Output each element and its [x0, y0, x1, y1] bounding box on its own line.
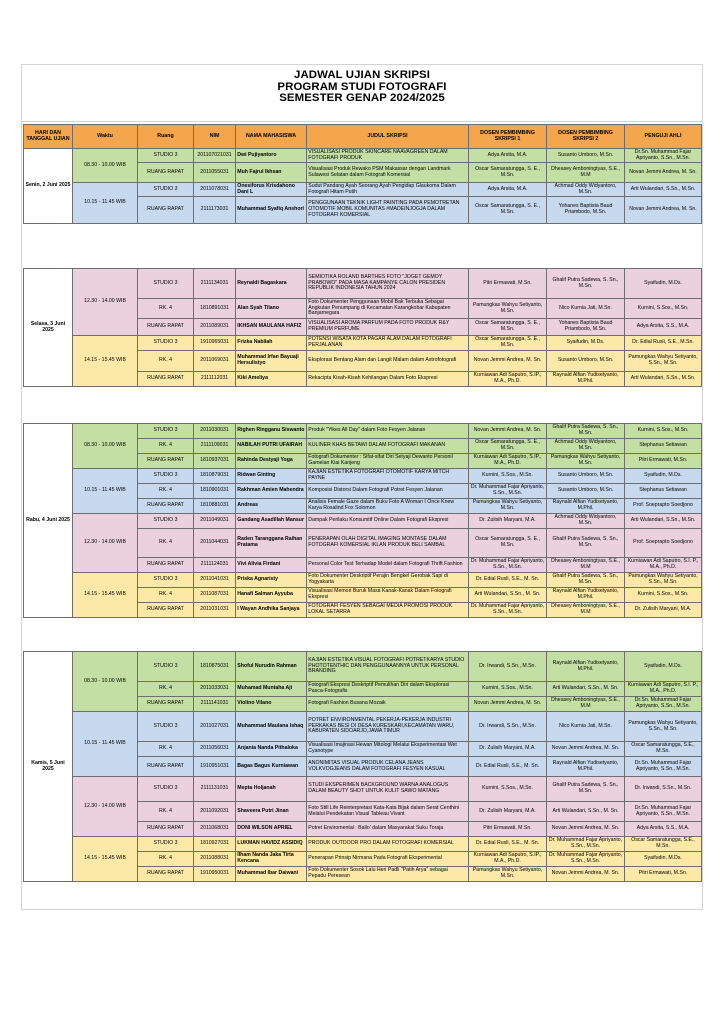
supervisor-1-cell: Dr. Muhammad Fajar Apriyanto, S.Sn., M.Sn.	[469, 484, 547, 499]
student-name-cell: Gandang Asadillah Mansur	[236, 514, 307, 529]
room-cell: RUANG RAPAT	[138, 499, 194, 514]
examiner-cell: Prof. Soeprapto Soedjono	[625, 529, 702, 558]
thesis-title-cell: PENGGUNAAN TEKNIK LIGHT PAINTING PADA PEMOTRETAN OTOMOTIF MOBIL KOMUNITAS #MADEINJOGJA DALAM FOTOGRAFI KOMERSIAL	[307, 197, 469, 224]
nim-cell: 2111141031	[194, 697, 236, 712]
supervisor-1-cell: Novan Jemmi Andrea, M. Sn.	[469, 351, 547, 372]
nim-cell: 2011044031	[194, 529, 236, 558]
column-header: DOSEN PEMBIMBING SKRIPSI 2	[547, 125, 625, 149]
thesis-title-cell: KAJIAN ESTETIKA VISUAL FOTOGRAFI POTRETKARYA STUDIO PHOTOTENTHIC DAN PENGGUNAANNYA UNTUK PERSONAL BRANDING	[307, 652, 469, 682]
supervisor-1-cell: Oscar Samaratungga, S. E., M.Sn.	[469, 336, 547, 351]
supervisor-1-cell: Adya Arsita, M.A.	[469, 149, 547, 163]
supervisor-2-cell: Novan Jemmi Andrea, M. Sn.	[547, 867, 625, 882]
supervisor-1-cell: Pamungkas Wahyu Setiyanto, M.Sn.	[469, 867, 547, 882]
student-name-cell: Shoful Nurudin Rahman	[236, 652, 307, 682]
time-cell: 10.15 - 11.45 WIB	[73, 712, 138, 777]
thesis-title-cell: Potret Enviromental : Ballo' dalam Masyarakat Suku Toraja	[307, 822, 469, 837]
supervisor-2-cell: Arti Wulandari, S.Sn., M. Sn.	[547, 682, 625, 697]
supervisor-2-cell: Novan Jemmi Andrea, M. Sn.	[547, 822, 625, 837]
room-cell: RK. 4	[138, 588, 194, 603]
student-name-cell: Righen Ringganu Siswanto	[236, 424, 307, 439]
examiner-cell: Arti Wulandari, S.Sn., M.Sn.	[625, 183, 702, 197]
supervisor-2-cell: Susanto Umboro, M.Sn.	[547, 351, 625, 372]
nim-cell: 2011089031	[194, 319, 236, 336]
supervisor-1-cell: Dr. Muhammad Fajar Apriyanto, S.Sn., M.Sn.	[469, 558, 547, 573]
nim-cell: 2011033031	[194, 682, 236, 697]
thesis-title-cell: Fotografi Dokumenter : Sifat-sifat Diri Setyaji Dewanto Personil Gamelan Kiai Kanjeng	[307, 454, 469, 469]
student-name-cell: Muhammad Maulana Ishaq	[236, 712, 307, 742]
nim-cell: 2011069031	[194, 351, 236, 372]
column-header: PENGUJI AHLI	[625, 125, 702, 149]
room-cell: RK. 4	[138, 351, 194, 372]
nim-cell: 2111112031	[194, 372, 236, 387]
nim-cell: 2011092031	[194, 802, 236, 822]
thesis-title-cell: Visualisasi Memori Buruk Masa Kanak-Kanak Dalam Fotografi Ekspresi	[307, 588, 469, 603]
thesis-title-cell: Foto Dokumenter Sosok Lalu Heri Padli "Patih Arya" sebagai Pepadu Peresean	[307, 867, 469, 882]
day-table	[23, 124, 702, 224]
thesis-title-cell: Visualisasi Imajinasi Hewan Mitologi Melalui Eksperimentasi Wet Cyanotype	[307, 742, 469, 757]
student-name-cell: DONI WILSON APRIEL	[236, 822, 307, 837]
time-cell: 08.30 - 10.00 WIB	[73, 149, 138, 183]
examiner-cell: Dr.Sn. Muhammad Fajar Apriyanto, S.Sn., M.Sn.	[625, 757, 702, 777]
day-cell: Kamis, 5 Juni 2025	[24, 652, 73, 882]
nim-cell: 201107021031	[194, 149, 236, 163]
day-table	[23, 651, 702, 882]
supervisor-2-cell: Syaifudin, M.Ds.	[547, 336, 625, 351]
nim-cell: 1810901031	[194, 484, 236, 499]
supervisor-2-cell: Ghalif Putra Sadewa, S. Sn., M.Sn.	[547, 573, 625, 588]
examiner-cell: Dr.Sn. Muhammad Fajar Apriyanto, S.Sn., M.Sn.	[625, 802, 702, 822]
supervisor-2-cell: Achmad Oddy Widyantoro, M.Sn.	[547, 439, 625, 454]
thesis-title-cell: STUDI EKSPERIMEN BACKGROUND WARNA ANALOGUS DALAM BEAUTY SHOT UNTUK KULIT SAWO MATANG	[307, 777, 469, 802]
room-cell: RUANG RAPAT	[138, 197, 194, 224]
examiner-cell: Novan Jemmi Andrea, M. Sn.	[625, 163, 702, 183]
room-cell: RUANG RAPAT	[138, 603, 194, 618]
supervisor-1-cell: Dr. Edial Rusli, S.E., M. Sn.	[469, 757, 547, 777]
room-cell: RUANG RAPAT	[138, 372, 194, 387]
student-name-cell: Muhammad Syafiq Anshori	[236, 197, 307, 224]
time-cell: 08.30 - 10.00 WIB	[73, 424, 138, 469]
table-row	[24, 837, 702, 852]
room-cell: RUANG RAPAT	[138, 867, 194, 882]
supervisor-2-cell: Achmad Oddy Widyantoro, M.Sn.	[547, 183, 625, 197]
room-cell: STUDIO 3	[138, 269, 194, 299]
thesis-title-cell: Sudut Pandang Ayah Seorang Ayah Pengidap Glaukoma Dalam Fotografi Hitam Putih	[307, 183, 469, 197]
thesis-title-cell: Produk "Yikes All Day" dalam Foto Fesyen Jalanan	[307, 424, 469, 439]
nim-cell: 2011068031	[194, 822, 236, 837]
thesis-title-cell: Foto Still Life Reinterpretasi Kata-Kata Bijak dalam Serat Centhini Melalui Pendekatan Visual Tableau Vivant	[307, 802, 469, 822]
nim-cell: 2111124031	[194, 558, 236, 573]
nim-cell: 2111109031	[194, 439, 236, 454]
supervisor-1-cell: Kurnini, S.Sos., M.Sn.	[469, 469, 547, 484]
student-name-cell: Ridwan Ginting	[236, 469, 307, 484]
thesis-title-cell: POTRET ENVIRONMENTAL PEKERJA-PEKERJA INDUSTRI PERKAKAS BESI DI DESA KURESKARI,KECAMATAN WARU, KABUPATEN SIDOARJO,JAWA TIMUR	[307, 712, 469, 742]
time-cell: 10.15 - 11.45 WIB	[73, 469, 138, 514]
student-name-cell: Dwi Pujiyantoro	[236, 149, 307, 163]
thesis-title-cell: KAJIAN ESTETIKA FOTOGRAFI OTOMOTIF KARYA MITCH PAYNE	[307, 469, 469, 484]
room-cell: RUANG RAPAT	[138, 558, 194, 573]
examiner-cell: Kurniawan Adi Saputro, S.I. P., M.A., Ph.D.	[625, 558, 702, 573]
supervisor-1-cell: Oscar Samaratungga, S. E., M.Sn.	[469, 439, 547, 454]
room-cell: STUDIO 3	[138, 183, 194, 197]
header-row	[24, 125, 702, 149]
time-cell: 12.30 - 14.00 WIB	[73, 777, 138, 837]
examiner-cell: Novan Jemmi Andrea, M. Sn.	[625, 197, 702, 224]
supervisor-1-cell: Pitri Ermawati, M.Sn.	[469, 822, 547, 837]
supervisor-2-cell: Nico Kurnia Jati, M.Sn.	[547, 299, 625, 319]
day-cell: Senin, 2 Juni 2025	[24, 149, 73, 224]
student-name-cell: I Wayan Andhika Sanjaya	[236, 603, 307, 618]
column-header: Waktu	[73, 125, 138, 149]
nim-cell: 2011055031	[194, 163, 236, 183]
examiner-cell: Syaifudin, M.Ds.	[625, 652, 702, 682]
title-line-1: JADWAL UJIAN SKRIPSI	[294, 69, 430, 81]
examiner-cell: Kurniawan Adi Saputro, S.I. P., M.A., Ph.D.	[625, 682, 702, 697]
supervisor-2-cell: Yohanes Baptista Baud Priambodo, M.Sn.	[547, 319, 625, 336]
supervisor-2-cell: Raynald Alfian Yudisetyanto, M.Phil.	[547, 757, 625, 777]
nim-cell: 1810879031	[194, 469, 236, 484]
student-name-cell: Rakhman Amien Mahendra	[236, 484, 307, 499]
column-header: NIM	[194, 125, 236, 149]
room-cell: RK. 4	[138, 529, 194, 558]
time-cell: 14.15 - 15.45 WIB	[73, 573, 138, 618]
examiner-cell: Stephanus Setiawan	[625, 484, 702, 499]
supervisor-1-cell: Kurniawan Adi Saputro, S.IP., M.A., Ph.D.	[469, 852, 547, 867]
nim-cell: 2011049031	[194, 514, 236, 529]
supervisor-1-cell: Dr. Edial Rusli, S.E., M. Sn.	[469, 573, 547, 588]
supervisor-2-cell: Pamungkas Wahyu Setiyanto, M.Sn.	[547, 454, 625, 469]
nim-cell: 1810875031	[194, 652, 236, 682]
thesis-title-cell: ANONIMITAS VISUAL PRODUK CELANA JEANS VOLKVOGJEANS DALAM FOTOGRAFI FESYEN KASUAL	[307, 757, 469, 777]
supervisor-1-cell: Pamungkas Wahyu Setiyanto, M.Sn.	[469, 499, 547, 514]
student-name-cell: Mepta Holjanah	[236, 777, 307, 802]
thesis-title-cell: VISUALISASI PRODUK SKINCARE NAAVAGREEN DALAM FOTOGRAFI PRODUK	[307, 149, 469, 163]
thesis-title-cell: PRODUK OUTDOOR PRO DALAM FOTOGRAFI KOMERSIAL	[307, 837, 469, 852]
nim-cell: 2011041031	[194, 573, 236, 588]
student-name-cell: Vivi Alivia Firdani	[236, 558, 307, 573]
student-name-cell: Muhamad Muntaha Aji	[236, 682, 307, 697]
student-name-cell: Onesiforus Krisdahono Dani L	[236, 183, 307, 197]
supervisor-2-cell: Ghalif Putra Sadewa, S. Sn., M.Sn.	[547, 424, 625, 439]
examiner-cell: Dr.Sn. Muhammad Fajar Apriyanto, S.Sn., M.Sn.	[625, 697, 702, 712]
table-row	[24, 514, 702, 529]
thesis-title-cell: Personal Color Test Terhadap Model dalam Fotografi Thrift Fashion	[307, 558, 469, 573]
room-cell: STUDIO 3	[138, 514, 194, 529]
thesis-title-cell: Penerapan Prinsip Nirmana Pada Fotografi Eksperimental	[307, 852, 469, 867]
student-name-cell: Violino Vilano	[236, 697, 307, 712]
nim-cell: 1810937031	[194, 454, 236, 469]
examiner-cell: Dr.Sn. Muhammad Fajar Apriyanto, S.Sn., M.Sn.	[625, 149, 702, 163]
room-cell: RUANG RAPAT	[138, 163, 194, 183]
nim-cell: 1910950031	[194, 867, 236, 882]
nim-cell: 2111173031	[194, 197, 236, 224]
examiner-cell: Arti Wulandari, S.Sn., M.Sn.	[625, 372, 702, 387]
title-line-3: SEMESTER GENAP 2024/2025	[279, 92, 445, 105]
thesis-title-cell: Fotografi Ekspresi Deskriptif Pemulihan Diri dalam Eksplorasi Pasca-Fotografis	[307, 682, 469, 697]
room-cell: RK. 4	[138, 484, 194, 499]
nim-cell: 1810891031	[194, 299, 236, 319]
student-name-cell: Reynaldi Bagaskara	[236, 269, 307, 299]
room-cell: STUDIO 3	[138, 336, 194, 351]
examiner-cell: Adya Arsita, S.S., M.A.	[625, 822, 702, 837]
room-cell: STUDIO 3	[138, 712, 194, 742]
supervisor-2-cell: Dheasey Amboningtyas, S.E., M.M	[547, 163, 625, 183]
supervisor-2-cell: Susanto Umboro, M.Sn.	[547, 469, 625, 484]
table-row	[24, 336, 702, 351]
nim-cell: 2011087031	[194, 588, 236, 603]
examiner-cell: Pitri Ermawati, M.Sn.	[625, 454, 702, 469]
student-name-cell: Priska Agnaristy	[236, 573, 307, 588]
examiner-cell: Kurnini, S.Sos., M.Sn.	[625, 299, 702, 319]
examiner-cell: Oscar Samaratungga, S.E., M.Sn.	[625, 837, 702, 852]
examiner-cell: Dr. Edial Rusli, S.E., M.Sn.	[625, 336, 702, 351]
student-name-cell: Raden Taranggana Raihan Pratama	[236, 529, 307, 558]
table-row	[24, 149, 702, 163]
thesis-title-cell: Fotografi Fashion Busana Mozaik	[307, 697, 469, 712]
supervisor-1-cell: Dr. Zulisih Maryani, M.A.	[469, 514, 547, 529]
room-cell: RK. 4	[138, 802, 194, 822]
supervisor-1-cell: Dr. Irwandi, S.Sn., M.Sn.	[469, 652, 547, 682]
supervisor-2-cell: Arti Wulandari, S.Sn., M. Sn.	[547, 802, 625, 822]
nim-cell: 2011030031	[194, 424, 236, 439]
nim-cell: 1910951031	[194, 757, 236, 777]
supervisor-2-cell: Dheasey Amboningtyas, S.E., M.M	[547, 558, 625, 573]
nim-cell: 1810927031	[194, 837, 236, 852]
supervisor-2-cell: Achmad Oddy Widyantoro, M.Sn.	[547, 514, 625, 529]
room-cell: STUDIO 3	[138, 777, 194, 802]
examiner-cell: Syaifudin, M.Ds.	[625, 852, 702, 867]
thesis-title-cell: FOTOGRAFI FESYEN SEBAGAI MEDIA PROMOSI PRODUK LOKAL SETARRA	[307, 603, 469, 618]
nim-cell: 2011088031	[194, 852, 236, 867]
supervisor-1-cell: Novan Jemmi Andrea, M. Sn.	[469, 424, 547, 439]
student-name-cell: IKHSAN MAULANA HAFIZ	[236, 319, 307, 336]
supervisor-2-cell: Dheasey Amboningtyas, S.E., M.M	[547, 603, 625, 618]
student-name-cell: Muh Fajrul Ikhsan	[236, 163, 307, 183]
time-cell: 08.30 - 10.00 WIB	[73, 652, 138, 712]
room-cell: RUANG RAPAT	[138, 454, 194, 469]
supervisor-2-cell: Dheasey Amboningtyas, S.E., M.M	[547, 697, 625, 712]
nim-cell: 2011078031	[194, 183, 236, 197]
supervisor-1-cell: Pamungkas Wahyu Setiyanto, M.Sn.	[469, 299, 547, 319]
room-cell: RK. 4	[138, 439, 194, 454]
student-name-cell: Shaveera Putri Jinan	[236, 802, 307, 822]
nim-cell: 2011031031	[194, 603, 236, 618]
day-table	[23, 423, 702, 618]
nim-cell: 2011056031	[194, 742, 236, 757]
examiner-cell: Pamungkas Wahyu Setiyanto, S.Sn., M.Sn.	[625, 351, 702, 372]
examiner-cell: Syaifudin, M.Ds.	[625, 469, 702, 484]
supervisor-2-cell: Raynald Alfian Yudisetyanto, M.Phil.	[547, 372, 625, 387]
column-header: DOSEN PEMBIMBING SKRIPSI 1	[469, 125, 547, 149]
day-cell: Selasa, 3 Juni 2025	[24, 269, 73, 387]
supervisor-2-cell: Susanto Umboro, M.Sn.	[547, 149, 625, 163]
day-cell: Rabu, 4 Juni 2025	[24, 424, 73, 618]
thesis-title-cell: Foto Dokumenter Deskriptif Perajin Bengkel Gerobak Sapi di Yogyakarta	[307, 573, 469, 588]
student-name-cell: Ilham Nanda Jaka Tirta Kencana	[236, 852, 307, 867]
supervisor-1-cell: Dr. Zulisih Maryani, M.A.	[469, 742, 547, 757]
supervisor-2-cell: Novan Jemmi Andrea, M. Sn.	[547, 742, 625, 757]
room-cell: RK. 4	[138, 742, 194, 757]
examiner-cell: Prof. Soeprapto Soedjono	[625, 499, 702, 514]
student-name-cell: LUKMAN HAVIDZ ASSIDIQ	[236, 837, 307, 852]
supervisor-1-cell: Adya Arsita, M.A.	[469, 183, 547, 197]
title-line-2: PROGRAM STUDI FOTOGRAFI	[277, 80, 447, 93]
thesis-title-cell: VISUALISASI AROMA PARFUM PADA FOTO PRODUK R&Y PREMIUM PERFUME	[307, 319, 469, 336]
supervisor-2-cell: Dr. Muhammad Fajar Apriyanto, S.Sn., M.Sn.	[547, 837, 625, 852]
nim-cell: 2011027031	[194, 712, 236, 742]
thesis-title-cell: Visualisasi Produk Rewako PSM Makassar dengan Landmark Sulawesi Selatan dalam Fotografi Komersial	[307, 163, 469, 183]
supervisor-2-cell: Nico Kurnia Jati, M.Sn.	[547, 712, 625, 742]
supervisor-1-cell: Pitri Ermawati, M.Sn.	[469, 269, 547, 299]
nim-cell: 2111134031	[194, 269, 236, 299]
table-row	[24, 269, 702, 299]
thesis-title-cell: KULINER KHAS BETAWI DALAM FOTOGRAFI MAKANAN	[307, 439, 469, 454]
room-cell: STUDIO 3	[138, 149, 194, 163]
document-title	[21, 68, 703, 122]
student-name-cell: Bagas Bagus Kurniawan	[236, 757, 307, 777]
supervisor-1-cell: Oscar Samaratungga, S. E., M.Sn.	[469, 163, 547, 183]
time-cell: 14.15 - 15.45 WIB	[73, 336, 138, 387]
thesis-title-cell: SEMIOTIKA ROLAND BARTHES FOTO "JOGET GEMOY PRABOWO" PADA MASA KAMPANYE CALON PRESIDEN REPUBLIK INDONESIA TAHUN 2024	[307, 269, 469, 299]
examiner-cell: Pamungkas Wahyu Setiyanto, S.Sn., M.Sn.	[625, 573, 702, 588]
supervisor-1-cell: Kurniawan Adi Saputro, S.IP., M.A., Ph.D.	[469, 372, 547, 387]
examiner-cell: Dr. Zulisih Maryani, M.A.	[625, 603, 702, 618]
room-cell: RUANG RAPAT	[138, 319, 194, 336]
column-header: NAMA MAHASISWA	[236, 125, 307, 149]
room-cell: STUDIO 3	[138, 424, 194, 439]
supervisor-2-cell: Yohanes Baptista Baud Priambodo, M.Sn.	[547, 197, 625, 224]
room-cell: RK. 4	[138, 682, 194, 697]
supervisor-1-cell: Oscar Samaratungga, S. E., M.Sn.	[469, 197, 547, 224]
room-cell: RUANG RAPAT	[138, 822, 194, 837]
examiner-cell: Kurnini, S.Sos., M.Sn.	[625, 588, 702, 603]
supervisor-1-cell: Dr. Edial Rusli, S.E., M. Sn.	[469, 837, 547, 852]
time-cell: 10.15 - 11.45 WIB	[73, 183, 138, 224]
time-cell: 14.15 - 15.45 WIB	[73, 837, 138, 882]
supervisor-1-cell: Oscar Samaratungga, S. E., M.Sn.	[469, 529, 547, 558]
nim-cell: 1810881031	[194, 499, 236, 514]
supervisor-1-cell: Kurniawan Adi Saputro, S.IP., M.A., Ph.D.	[469, 454, 547, 469]
student-name-cell: Frizka Nabilah	[236, 336, 307, 351]
room-cell: STUDIO 3	[138, 469, 194, 484]
table-row	[24, 652, 702, 682]
nim-cell: 1910965031	[194, 336, 236, 351]
column-header: Ruang	[138, 125, 194, 149]
examiner-cell: Adya Arsita, S.S., M.A.	[625, 319, 702, 336]
student-name-cell: Andreas	[236, 499, 307, 514]
time-cell: 12.30 - 14.00 WIB	[73, 514, 138, 573]
examiner-cell: Pitri Ermawati, M.Sn.	[625, 867, 702, 882]
supervisor-2-cell: Raynald Alfian Yudisetyanto, M.Phil.	[547, 499, 625, 514]
student-name-cell: Hanafi Salman Ayyuba	[236, 588, 307, 603]
supervisor-2-cell: Raynald Alfian Yudisetyanto, M.Phil.	[547, 588, 625, 603]
thesis-title-cell: Komposisi Distorsi Dalam Fotografi Potret Fesyen Jalanan	[307, 484, 469, 499]
table-row	[24, 424, 702, 439]
table-row	[24, 183, 702, 197]
table-row	[24, 573, 702, 588]
student-name-cell: NABILAH PUTRI UFAIRAH	[236, 439, 307, 454]
column-header: JUDUL SKRIPSI	[307, 125, 469, 149]
examiner-cell: Stephanus Setiawan	[625, 439, 702, 454]
examiner-cell: Arti Wulandari, S.Sn., M.Sn.	[625, 514, 702, 529]
thesis-title-cell: PENERAPAN OLAH DIGITAL IMAGING MONTASE DALAM FOTOGRAFI KOMERSIAL IKLAN PRODUK BELI SAMBAL	[307, 529, 469, 558]
room-cell: RUANG RAPAT	[138, 697, 194, 712]
examiner-cell: Oscar Samaratungga, S.E., M.Sn.	[625, 742, 702, 757]
supervisor-1-cell: Oscar Samaratungga, S. E., M.Sn.	[469, 319, 547, 336]
supervisor-1-cell: Arti Wulandari, S.Sn., M. Sn.	[469, 588, 547, 603]
column-header: HARI DAN TANGGAL UJIAN	[24, 125, 73, 149]
thesis-title-cell: Dampak Perilaku Konsumtif Online Dalam Fotografi Ekspresi	[307, 514, 469, 529]
supervisor-2-cell: Ghalif Putra Sadewa, S. Sn., M.Sn.	[547, 269, 625, 299]
supervisor-1-cell: Dr. Muhammad Fajar Apriyanto, S.Sn., M.Sn.	[469, 603, 547, 618]
thesis-title-cell: Rekacipta Kisah-Kisah Kehilangan Dalam Foto Ekspresi	[307, 372, 469, 387]
supervisor-1-cell: Novan Jemmi Andrea, M. Sn.	[469, 697, 547, 712]
thesis-title-cell: POTENSI WISATA KOTA PAGAR ALAM DALAM FOTOGRAFI PERJALANAN	[307, 336, 469, 351]
student-name-cell: Rahinda Destyaji Yoga	[236, 454, 307, 469]
table-row	[24, 469, 702, 484]
supervisor-1-cell: Kurnini, S.Sos., M.Sn.	[469, 777, 547, 802]
nim-cell: 2111131031	[194, 777, 236, 802]
student-name-cell: Kiki Ameliya	[236, 372, 307, 387]
thesis-title-cell: Eksplorasi Bentang Alam dan Langit Malam dalam Astrofotografi	[307, 351, 469, 372]
room-cell: RK. 4	[138, 852, 194, 867]
room-cell: STUDIO 3	[138, 837, 194, 852]
supervisor-1-cell: Kurnini, S.Sos., M.Sn.	[469, 682, 547, 697]
supervisor-2-cell: Susanto Umboro, M.Sn.	[547, 484, 625, 499]
supervisor-2-cell: Raynald Alfian Yudisetyanto, M.Phil.	[547, 652, 625, 682]
table-row	[24, 712, 702, 742]
thesis-title-cell: Foto Dokumenter Penggunaan Mobil Bak Terbuka Sebagai Angkutan Penumpang di Kecamatan Karangkobar Kabupaten Banjarnegara	[307, 299, 469, 319]
room-cell: RUANG RAPAT	[138, 757, 194, 777]
supervisor-1-cell: Dr. Irwandi, S.Sn., M.Sn.	[469, 712, 547, 742]
student-name-cell: Muhammad Ibar Daiwani	[236, 867, 307, 882]
thesis-title-cell: Analisis Female Gaze dalam Buku Foto A Woman I Once Knew Karya Rosalind Fox Solomon	[307, 499, 469, 514]
table-row	[24, 777, 702, 802]
examiner-cell: Dr. Irwandi, S.Sn., M.Sn.	[625, 777, 702, 802]
student-name-cell: Anjania Nanda Pithaloka	[236, 742, 307, 757]
supervisor-2-cell: Ghalif Putra Sadewa, S. Sn., M.Sn.	[547, 777, 625, 802]
supervisor-2-cell: Ghalif Putra Sadewa, S. Sn., M.Sn.	[547, 529, 625, 558]
student-name-cell: Alan Syah Tilano	[236, 299, 307, 319]
examiner-cell: Syaifudin, M.Ds.	[625, 269, 702, 299]
examiner-cell: Kurnini, S.Sos., M.Sn.	[625, 424, 702, 439]
time-cell: 12.30 - 14.00 WIB	[73, 269, 138, 336]
room-cell: RK. 4	[138, 299, 194, 319]
supervisor-2-cell: Dr. Muhammad Fajar Apriyanto, S.Sn., M.Sn.	[547, 852, 625, 867]
examiner-cell: Pamungkas Wahyu Setiyanto, S.Sn., M.Sn.	[625, 712, 702, 742]
supervisor-1-cell: Dr. Zulisih Maryani, M.A.	[469, 802, 547, 822]
day-table	[23, 268, 702, 387]
room-cell: STUDIO 3	[138, 652, 194, 682]
room-cell: STUDIO 3	[138, 573, 194, 588]
student-name-cell: Muhammad Irfan Bayuaji Hersulistyo	[236, 351, 307, 372]
